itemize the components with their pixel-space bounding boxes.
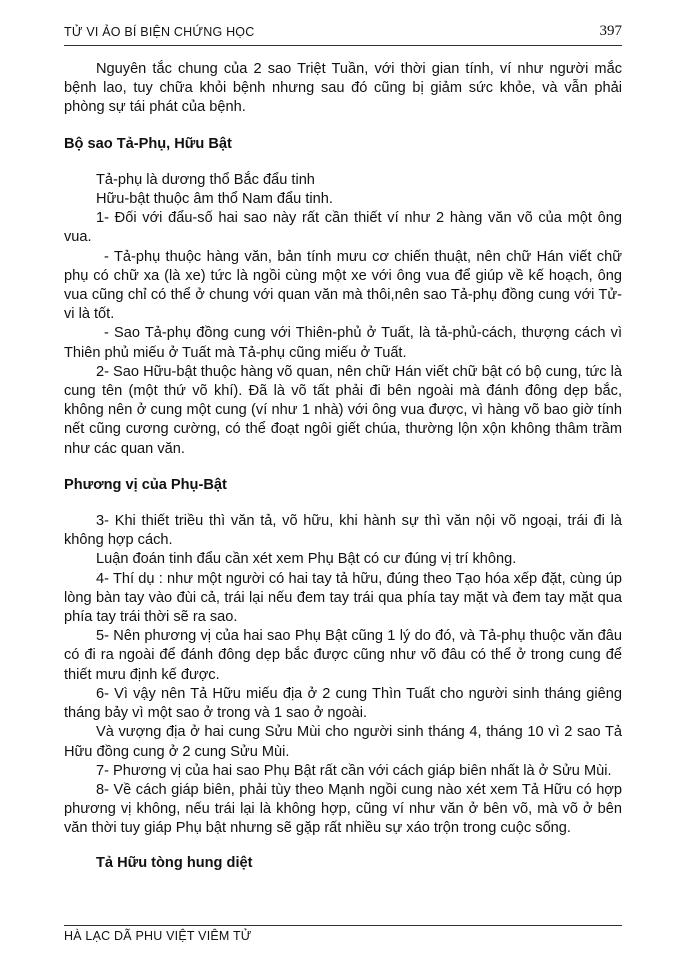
section-heading-ta-huu-tong-hung: Tả Hữu tòng hung diệt xyxy=(96,854,253,871)
paragraph: - Tả-phụ thuộc hàng văn, bản tính mưu cơ chiến thuật, nên chữ Hán viết chữ phụ có chữ xa (là xe) tức là ngồi cùng một xe với ông vua để giúp về kế hoạch, ông vua cũng chỉ có thể ở chung với quan văn mà thôi,nên sao Tả-phụ đồng cung với Tử-vi là tốt. xyxy=(64,248,622,323)
running-footer: HÀ LẠC DÃ PHU VIỆT VIÊM TỬ xyxy=(64,925,622,943)
paragraph: 3- Khi thiết triều thì văn tả, võ hữu, khi hành sự thì văn nội võ ngoại, trái đi là không hợp cách. xyxy=(64,513,622,549)
paragraph: Và vượng địa ở hai cung Sửu Mùi cho người sinh tháng 4, tháng 10 vì 2 sao Tả Hữu đồng cung ở 2 cung Sửu Mùi. xyxy=(64,724,622,760)
paragraph: Tả-phụ là dương thổ Bắc đẩu tinh xyxy=(96,171,315,188)
paragraph: 4- Thí dụ : như một người có hai tay tả hữu, đúng theo Tạo hóa xếp đặt, cùng úp lòng bàn tay vào đùi cả, trái lại nếu đem tay trái qua phía tay mặt và đem tay mặt qua phía tay trái thời sẽ ra sao. xyxy=(64,570,622,626)
section-heading-ta-phu-huu-bat: Bộ sao Tả-Phụ, Hữu Bật xyxy=(64,135,232,152)
paragraph: - Sao Tả-phụ đồng cung với Thiên-phủ ở Tuất, là tả-phủ-cách, thượng cách vì Thiên phủ miếu ở Tuất mà Tả-phụ cũng miếu ở Tuất. xyxy=(64,325,622,361)
intro-paragraph: Nguyên tắc chung của 2 sao Triệt Tuần, với thời gian tính, ví như người mắc bệnh lao, tuy chữa khỏi bệnh nhưng sau đó cũng bị giảm sức khỏe, và vẫn phải phòng sự tái phát của bệnh. xyxy=(64,61,622,116)
book-title: TỬ VI ẢO BÍ BIỆN CHỨNG HỌC xyxy=(64,25,255,39)
paragraph: 7- Phương vị của hai sao Phụ Bật rất cần với cách giáp biên nhất là ở Sửu Mùi. xyxy=(96,762,612,779)
paragraph: Hữu-bật thuộc âm thổ Nam đẩu tinh. xyxy=(96,191,333,208)
section-heading-phuong-vi: Phương vị của Phụ-Bật xyxy=(64,476,227,493)
body-text xyxy=(64,60,622,873)
paragraph: 5- Nên phương vị của hai sao Phụ Bật cũng 1 lý do đó, và Tả-phụ thuộc văn đâu có đi ra ngoài để đánh đông dẹp bắc được cũng như võ đâu có thể ở trong cung để thiết mưu định kế được. xyxy=(64,628,622,683)
paragraph: Luận đoán tinh đẩu cần xét xem Phụ Bật có cư đúng vị trí không. xyxy=(96,551,517,568)
paragraph: 2- Sao Hữu-bật thuộc hàng võ quan, nên chữ Hán viết chữ bật có bộ cung, tức là cung tên (một thứ võ khí). Đã là võ tất phải đi bên ngoài mà đánh đông dẹp bắc, không nên ở cung một cung (ví như 1 nhà) với ông vua được, vì hàng võ bao giờ tính nết cũng cương cường, có thể đoạt ngôi giết chúa, thường lộn xộn không thâm trầm như các quan văn. xyxy=(64,363,622,457)
running-header xyxy=(64,23,622,46)
page-number: 397 xyxy=(599,23,622,39)
paragraph: 1- Đối với đẩu-số hai sao này rất cần thiết ví như 2 hàng văn võ của một ông vua. xyxy=(64,210,622,246)
paragraph: 6- Vì vậy nên Tả Hữu miếu địa ở 2 cung Thìn Tuất cho người sinh tháng giêng tháng bảy vì một sao ở trong và 1 sao ở ngoài. xyxy=(64,685,622,722)
paragraph: 8- Về cách giáp biên, phải tùy theo Mạnh ngồi cung nào xét xem Tả Hữu có hợp phương vị không, nếu trái lại là không hợp, cũng ví như văn ở bên võ, mà võ ở bên văn thời tuy giáp Phụ bật nhưng sẽ gặp rất nhiều sự xáo trộn trong cuộc sống. xyxy=(64,781,622,837)
